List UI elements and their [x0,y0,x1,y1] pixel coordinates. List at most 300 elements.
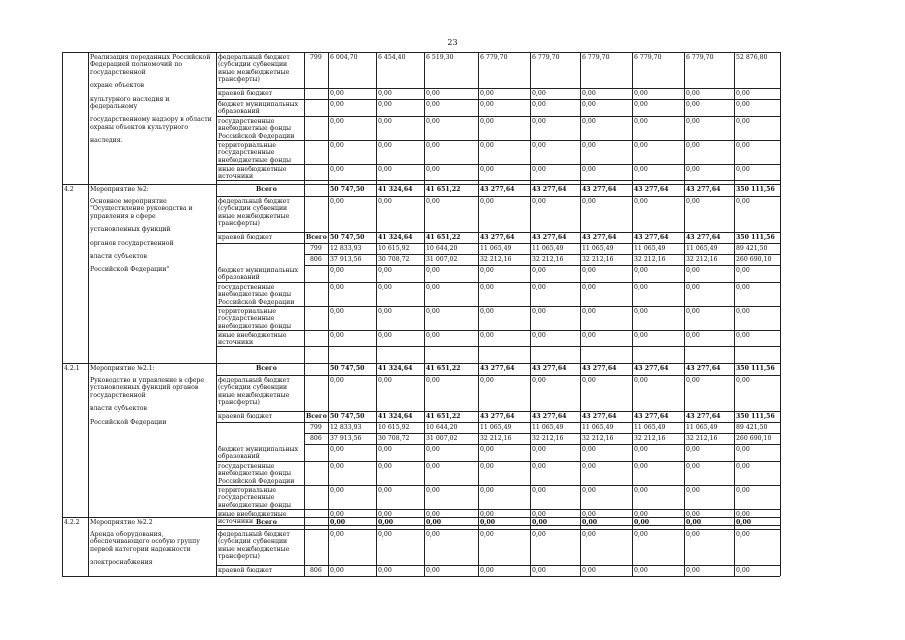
row-divider [216,180,780,181]
value-cell: 0,00 [426,118,440,125]
value-cell: 0,00 [330,463,344,470]
value-cell: 0,00 [330,142,344,149]
value-cell: 0,00 [736,377,750,384]
value-cell: 43 277,64 [634,365,669,372]
kbk-total-label: Всего [306,234,327,241]
value-cell: 0,00 [532,332,546,339]
measure-name [90,531,214,573]
value-cell: 0,00 [634,166,648,173]
value-cell: 0,00 [426,332,440,339]
value-cell: 0,00 [582,511,596,518]
value-cell: 0,00 [686,567,700,574]
value-cell: 0,00 [634,90,648,97]
value-cell: 0,00 [378,101,392,108]
source-label: краевой бюджет [218,567,273,574]
source-label: иные внебюджетные источники [218,332,287,347]
value-cell: 0,00 [480,118,494,125]
value-cell: 0,00 [330,519,346,526]
row-divider [216,196,780,197]
source-label: бюджет муниципальных образований [218,101,299,116]
column-divider [580,52,581,576]
value-cell: 0,00 [582,332,596,339]
value-cell: 0,00 [582,118,596,125]
value-cell: 0,00 [686,90,700,97]
source-label: краевой бюджет [218,90,273,97]
source-label: территориальные государственные внебюджетные фонды [218,142,292,164]
measure-name-line: органов государственной [90,239,174,247]
measure-name [90,54,214,151]
kbk-code: 799 [310,424,322,431]
value-cell: 41 651,22 [426,365,461,372]
value-cell: 0,00 [634,267,648,274]
value-cell: 0,00 [330,308,344,315]
value-cell: 0,00 [582,567,596,574]
measure-name-line: наследия. [90,137,123,145]
value-cell: 0,00 [686,118,700,125]
measure-title: Мероприятие №2.2 [90,519,153,526]
value-cell: 0,00 [634,118,648,125]
value-cell: 0,00 [480,267,494,274]
value-cell: 11 065,49 [582,424,614,431]
measure-name [90,198,214,280]
value-cell: 43 277,64 [634,413,669,420]
column-divider [734,52,735,576]
value-cell: 0,00 [426,519,442,526]
value-cell: 0,00 [634,487,648,494]
value-cell: 0,00 [330,567,344,574]
value-cell: 0,00 [378,267,392,274]
measure-name [90,377,214,432]
value-cell: 32 212,16 [634,256,666,263]
value-cell: 0,00 [634,142,648,149]
value-cell: 32 212,16 [480,256,512,263]
value-cell: 0,00 [736,567,750,574]
value-cell: 0,00 [480,567,494,574]
value-cell: 32 212,16 [582,256,614,263]
value-cell: 0,00 [480,531,494,538]
value-cell: 0,00 [378,463,392,470]
source-label: государственные внебюджетные фонды Российской Федерации [218,284,295,306]
value-cell: 0,00 [736,487,750,494]
value-cell: 0,00 [330,511,344,518]
value-cell: 350 111,56 [736,234,775,241]
measure-name-line: Основное мероприятие "Осуществление руководства и управления в сфере [90,198,193,220]
value-cell: 0,00 [426,166,440,173]
value-cell: 41 651,22 [426,234,461,241]
value-cell: 11 065,49 [532,424,564,431]
source-label: федеральный бюджет (субсидии субвенции иные межбюджетные трансферты) [218,377,290,407]
row-number: 4.2.2 [64,519,80,526]
value-cell: 11 065,49 [532,245,564,252]
value-cell: 0,00 [686,332,700,339]
value-cell: 0,00 [378,567,392,574]
value-cell: 0,00 [686,531,700,538]
value-cell: 10 644,20 [426,245,458,252]
value-cell: 43 277,64 [582,365,617,372]
value-cell: 0,00 [330,284,344,291]
value-cell: 0,00 [634,446,648,453]
value-cell: 0,00 [532,377,546,384]
row-divider [216,529,780,530]
value-cell: 0,00 [532,308,546,315]
value-cell: 43 277,64 [480,365,515,372]
value-cell: 0,00 [686,284,700,291]
source-label: бюджет муниципальных образований [218,267,299,282]
value-cell: 0,00 [582,463,596,470]
source-label: иные внебюджетные источники [218,166,287,181]
row-divider [304,254,780,255]
value-cell: 0,00 [634,198,648,205]
value-cell: 0,00 [480,377,494,384]
value-cell: 6 779,70 [686,54,714,61]
value-cell: 0,00 [378,519,394,526]
value-cell: 43 277,64 [582,186,617,193]
value-cell: 41 651,22 [426,186,461,193]
value-cell: 43 277,64 [686,234,721,241]
value-cell: 0,00 [378,308,392,315]
column-divider [304,52,305,576]
value-cell: 0,00 [378,511,392,518]
row-divider [304,433,780,434]
value-cell: 10 615,92 [378,424,410,431]
value-cell: 32 212,16 [582,435,614,442]
value-cell: 0,00 [582,267,596,274]
value-cell: 0,00 [426,90,440,97]
value-cell: 0,00 [480,142,494,149]
value-cell: 41 324,64 [378,365,413,372]
value-cell: 0,00 [686,166,700,173]
value-cell: 0,00 [426,198,440,205]
value-cell: 0,00 [378,142,392,149]
value-cell: 12 833,93 [330,245,362,252]
value-cell: 0,00 [686,101,700,108]
value-cell: 0,00 [686,377,700,384]
value-cell: 0,00 [736,511,750,518]
value-cell: 0,00 [378,487,392,494]
kbk-code: 806 [310,256,322,263]
value-cell: 0,00 [582,166,596,173]
row-divider [62,363,780,364]
value-cell: 32 212,16 [532,256,564,263]
source-label: краевой бюджет [218,234,273,241]
value-cell: 0,00 [532,166,546,173]
value-cell: 6 519,30 [426,54,454,61]
value-cell: 0,00 [426,377,440,384]
column-divider [88,52,89,576]
column-divider [376,52,377,576]
value-cell: 0,00 [686,463,700,470]
value-cell: 0,00 [378,446,392,453]
value-cell: 0,00 [634,284,648,291]
value-cell: 43 277,64 [582,413,617,420]
value-cell: 0,00 [532,519,548,526]
row-divider [216,243,780,244]
value-cell: 37 913,56 [330,256,362,263]
value-cell: 0,00 [330,101,344,108]
value-cell: 0,00 [736,531,750,538]
value-cell: 0,00 [480,198,494,205]
value-cell: 0,00 [330,377,344,384]
value-cell: 41 324,64 [378,413,413,420]
value-cell: 0,00 [532,118,546,125]
measure-name-line: Руководство и управление в сфере установленных функций органов государственной [90,377,204,399]
value-cell: 0,00 [480,446,494,453]
value-cell: 6 779,70 [532,54,560,61]
measure-name-line: государственному надзору в области охраны объектов культурного [90,116,212,131]
value-cell: 0,00 [686,487,700,494]
value-cell: 50 747,50 [330,365,365,372]
row-divider [304,444,780,445]
value-cell: 0,00 [736,332,750,339]
value-cell: 0,00 [330,90,344,97]
value-cell: 0,00 [532,90,546,97]
value-cell: 43 277,64 [532,365,567,372]
value-cell: 43 277,64 [582,234,617,241]
value-cell: 0,00 [686,511,700,518]
row-divider [62,52,780,53]
value-cell: 0,00 [736,519,752,526]
measure-name-line: власти субъектов [90,253,148,261]
source-label: федеральный бюджет (субсидии субвенции иные межбюджетные трансферты) [218,531,290,561]
kbk-code: 806 [310,567,322,574]
value-cell: 12 833,93 [330,424,362,431]
value-cell: 0,00 [330,487,344,494]
value-cell: 0,00 [480,90,494,97]
value-cell: 89 421,50 [736,424,768,431]
value-cell: 37 913,56 [330,435,362,442]
source-label: федеральный бюджет (субсидии субвенции иные межбюджетные трансферты) [218,198,290,228]
value-cell: 0,00 [426,487,440,494]
value-cell: 0,00 [736,118,750,125]
row-divider [62,517,780,518]
column-divider [424,52,425,576]
value-cell: 0,00 [532,284,546,291]
value-cell: 43 277,64 [634,234,669,241]
row-divider [304,265,780,266]
value-cell: 43 277,64 [686,186,721,193]
value-cell: 0,00 [532,567,546,574]
measure-name-line: Реализация переданных Российской Федерацией полномочий по государственной [90,54,211,76]
value-cell: 43 277,64 [532,186,567,193]
column-divider [62,52,63,576]
column-divider [478,52,479,576]
row-divider [62,184,780,185]
value-cell: 0,00 [582,519,598,526]
value-cell: 260 690,10 [736,435,772,442]
row-divider [216,422,780,423]
value-cell: 0,00 [736,267,750,274]
value-cell: 0,00 [426,567,440,574]
value-cell: 0,00 [582,198,596,205]
kbk-code: 799 [310,54,322,61]
source-label: государственные внебюджетные фонды Российской Федерации [218,463,295,485]
value-cell: 0,00 [426,142,440,149]
source-label: краевой бюджет [218,413,273,420]
value-cell: 0,00 [532,198,546,205]
value-cell: 0,00 [378,118,392,125]
column-divider [684,52,685,576]
value-cell: 0,00 [736,463,750,470]
row-divider [216,346,780,347]
value-cell: 0,00 [736,101,750,108]
value-cell: 0,00 [582,142,596,149]
value-cell: 0,00 [532,531,546,538]
value-cell: 0,00 [634,463,648,470]
value-cell: 0,00 [480,332,494,339]
value-cell: 32 212,16 [634,435,666,442]
value-cell: 0,00 [686,142,700,149]
value-cell: 0,00 [686,446,700,453]
row-number: 4.2 [64,186,74,193]
value-cell: 0,00 [426,308,440,315]
value-cell: 0,00 [532,487,546,494]
column-divider [328,52,329,576]
value-cell: 89 421,50 [736,245,768,252]
value-cell: 350 111,56 [736,413,775,420]
value-cell: 0,00 [426,531,440,538]
value-cell: 0,00 [582,487,596,494]
row-divider [216,330,780,331]
value-cell: 31 007,02 [426,256,458,263]
value-cell: 0,00 [378,90,392,97]
value-cell: 0,00 [634,377,648,384]
value-cell: 43 277,64 [532,413,567,420]
value-cell: 0,00 [686,519,702,526]
value-cell: 0,00 [582,531,596,538]
value-cell: 30 708,72 [378,256,410,263]
value-cell: 0,00 [330,198,344,205]
value-cell: 50 747,50 [330,234,365,241]
page-number: 23 [447,38,458,47]
column-divider [216,52,217,576]
value-cell: 0,00 [330,118,344,125]
value-cell: 0,00 [736,198,750,205]
value-cell: 43 277,64 [480,413,515,420]
value-cell: 50 747,50 [330,413,365,420]
measure-name-line: Российской Федерации [90,418,167,426]
value-cell: 41 651,22 [426,413,461,420]
value-cell: 0,00 [634,332,648,339]
value-cell: 11 065,49 [686,245,718,252]
value-cell: 0,00 [330,166,344,173]
source-label: бюджет муниципальных образований [218,446,299,461]
value-cell: 52 876,80 [736,54,768,61]
value-cell: 0,00 [378,377,392,384]
value-cell: 0,00 [330,332,344,339]
value-cell: 0,00 [634,567,648,574]
value-cell: 30 708,72 [378,435,410,442]
measure-name-line: электроснабжения [90,559,153,567]
value-cell: 32 212,16 [480,435,512,442]
value-cell: 41 324,64 [378,234,413,241]
value-cell: 0,00 [480,308,494,315]
value-cell: 0,00 [634,531,648,538]
measure-name-line: культурного наследия и федеральному [90,95,170,111]
row-divider [216,306,780,307]
value-cell: 0,00 [532,142,546,149]
value-cell: 0,00 [582,284,596,291]
value-cell: 11 065,49 [480,424,512,431]
value-cell: 10 644,20 [426,424,458,431]
value-cell: 0,00 [634,101,648,108]
value-cell: 0,00 [686,308,700,315]
value-cell: 32 212,16 [686,435,718,442]
value-cell: 6 779,70 [634,54,662,61]
value-cell: 0,00 [532,267,546,274]
value-cell: 43 277,64 [532,234,567,241]
measure-title: Мероприятие №2: [90,186,149,193]
measure-name-line: Российской Федерации" [90,266,170,274]
value-cell: 0,00 [532,101,546,108]
value-cell: 43 277,64 [480,234,515,241]
value-cell: 260 690,10 [736,256,772,263]
value-cell: 6 779,70 [480,54,508,61]
value-cell: 0,00 [378,198,392,205]
total-label: Всего [256,365,277,372]
value-cell: 0,00 [736,142,750,149]
row-divider [216,282,780,283]
source-label: территориальные государственные внебюджетные фонды [218,487,292,509]
value-cell: 0,00 [582,308,596,315]
value-cell: 0,00 [330,531,344,538]
value-cell: 0,00 [426,284,440,291]
value-cell: 0,00 [686,267,700,274]
value-cell: 0,00 [634,511,648,518]
value-cell: 0,00 [736,308,750,315]
value-cell: 0,00 [634,519,650,526]
kbk-total-label: Всего [306,413,327,420]
row-divider [216,116,780,117]
source-label: государственные внебюджетные фонды Российской Федерации [218,118,295,140]
value-cell: 0,00 [736,284,750,291]
value-cell: 0,00 [480,101,494,108]
column-divider [530,52,531,576]
value-cell: 50 747,50 [330,186,365,193]
row-divider [216,485,780,486]
value-cell: 0,00 [480,519,496,526]
total-label: Всего [256,519,277,526]
value-cell: 11 065,49 [582,245,614,252]
row-divider [216,140,780,141]
value-cell: 0,00 [582,90,596,97]
value-cell: 0,00 [378,332,392,339]
row-divider [216,232,780,233]
value-cell: 350 111,56 [736,365,775,372]
value-cell: 43 277,64 [634,186,669,193]
total-label: Всего [256,186,277,193]
value-cell: 0,00 [480,463,494,470]
measure-name-line: охране объектов [90,82,145,90]
value-cell: 10 615,92 [378,245,410,252]
value-cell: 0,00 [330,446,344,453]
value-cell: 0,00 [378,284,392,291]
value-cell: 0,00 [480,487,494,494]
row-divider [216,99,780,100]
column-divider [632,52,633,576]
value-cell: 0,00 [480,284,494,291]
measure-title: Мероприятие №2.1: [90,365,155,372]
measure-name-line: власти субъектов [90,405,148,413]
value-cell: 0,00 [532,463,546,470]
value-cell: 0,00 [480,511,494,518]
value-cell: 11 065,49 [634,245,666,252]
value-cell: 31 007,02 [426,435,458,442]
value-cell: 350 111,56 [736,186,775,193]
value-cell: 0,00 [686,198,700,205]
value-cell: 11 065,49 [686,424,718,431]
source-label: территориальные государственные внебюджетные фонды [218,308,292,330]
measure-name-line: установленных функций [90,226,171,234]
